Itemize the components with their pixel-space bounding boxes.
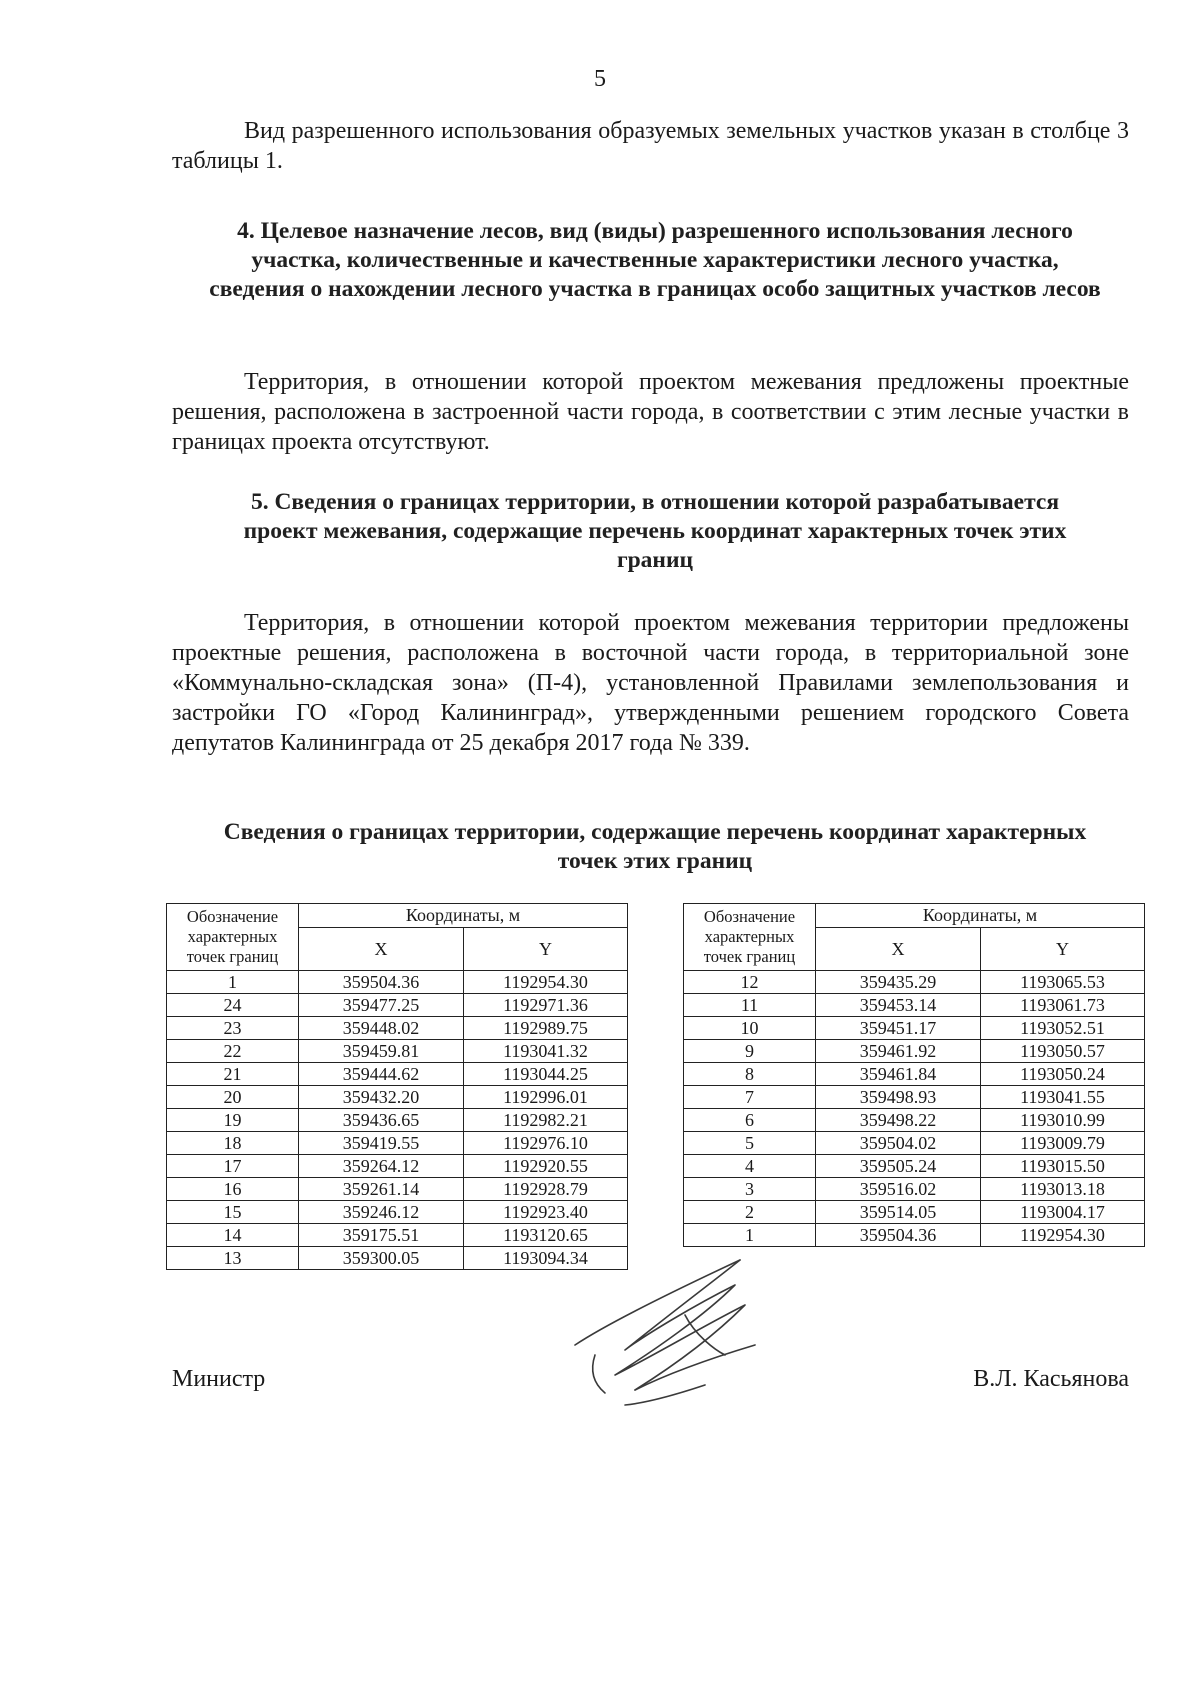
y-cell: 1192996.01 <box>464 1086 628 1109</box>
header-y-label: Y <box>981 927 1145 970</box>
x-cell: 359498.93 <box>816 1086 981 1109</box>
point-cell: 16 <box>167 1178 299 1201</box>
x-cell: 359432.20 <box>299 1086 464 1109</box>
y-cell: 1193015.50 <box>981 1155 1145 1178</box>
point-cell: 12 <box>684 971 816 994</box>
table-row <box>684 1224 1145 1247</box>
point-cell: 21 <box>167 1063 299 1086</box>
x-cell: 359505.24 <box>816 1155 981 1178</box>
section-4-heading: 4. Целевое назначение лесов, вид (виды) разрешенного использования лесного участка, количественные и качественные характеристики лесного участка, сведения о нахождении лесного участка в границах особо защитных участков лесов <box>209 218 1101 302</box>
y-cell: 1192982.21 <box>464 1109 628 1132</box>
point-cell: 1 <box>167 971 299 994</box>
coordinates-table-right <box>683 903 1145 1247</box>
x-cell: 359504.36 <box>816 1224 981 1247</box>
table-row <box>167 971 628 994</box>
header-x-label: X <box>299 927 464 970</box>
page-number: 5 <box>594 66 606 92</box>
point-cell: 24 <box>167 994 299 1017</box>
point-cell: 2 <box>684 1201 816 1224</box>
handwritten-signature <box>565 1255 765 1425</box>
y-cell: 1193050.57 <box>981 1040 1145 1063</box>
y-cell: 1193065.53 <box>981 971 1145 994</box>
table-row <box>684 971 1145 994</box>
table-title: Сведения о границах территории, содержащие перечень координат характерных точек этих границ <box>223 819 1087 874</box>
table-row <box>684 1178 1145 1201</box>
x-cell: 359461.92 <box>816 1040 981 1063</box>
x-cell: 359514.05 <box>816 1201 981 1224</box>
y-cell: 1193010.99 <box>981 1109 1145 1132</box>
table-row <box>684 1109 1145 1132</box>
y-cell: 1193004.17 <box>981 1201 1145 1224</box>
point-cell: 7 <box>684 1086 816 1109</box>
y-cell: 1192923.40 <box>464 1201 628 1224</box>
x-cell: 359504.02 <box>816 1132 981 1155</box>
point-cell: 5 <box>684 1132 816 1155</box>
table-row <box>684 1132 1145 1155</box>
point-cell: 10 <box>684 1017 816 1040</box>
y-cell: 1192976.10 <box>464 1132 628 1155</box>
x-cell: 359504.36 <box>299 971 464 994</box>
intro-paragraph: Вид разрешенного использования образуемых земельных участков указан в столбце 3 таблицы 1. <box>172 118 1129 174</box>
section-5-heading: 5. Сведения о границах территории, в отношении которой разрабатывается проект межевания, содержащие перечень координат характерных точек этих границ <box>243 489 1067 573</box>
header-coords-label: Координаты, м <box>816 904 1145 928</box>
point-cell: 6 <box>684 1109 816 1132</box>
x-cell: 359436.65 <box>299 1109 464 1132</box>
header-coords-label: Координаты, м <box>299 904 628 928</box>
y-cell: 1192920.55 <box>464 1155 628 1178</box>
x-cell: 359461.84 <box>816 1063 981 1086</box>
table-row <box>167 1132 628 1155</box>
x-cell: 359459.81 <box>299 1040 464 1063</box>
x-cell: 359264.12 <box>299 1155 464 1178</box>
point-cell: 17 <box>167 1155 299 1178</box>
y-cell: 1193050.24 <box>981 1063 1145 1086</box>
table-row <box>684 1040 1145 1063</box>
y-cell: 1193009.79 <box>981 1132 1145 1155</box>
point-cell: 22 <box>167 1040 299 1063</box>
y-cell: 1192971.36 <box>464 994 628 1017</box>
point-cell: 19 <box>167 1109 299 1132</box>
point-cell: 8 <box>684 1063 816 1086</box>
y-cell: 1193061.73 <box>981 994 1145 1017</box>
point-cell: 15 <box>167 1201 299 1224</box>
x-cell: 359477.25 <box>299 994 464 1017</box>
table-row <box>684 1017 1145 1040</box>
point-cell: 20 <box>167 1086 299 1109</box>
table-row <box>167 1086 628 1109</box>
x-cell: 359448.02 <box>299 1017 464 1040</box>
y-cell: 1193120.65 <box>464 1224 628 1247</box>
header-x-label: X <box>816 927 981 970</box>
header-point-label: Обозначение характерных точек границ <box>167 904 299 971</box>
point-cell: 4 <box>684 1155 816 1178</box>
table-row <box>167 1040 628 1063</box>
section-4-paragraph: Территория, в отношении которой проектом межевания предложены проектные решения, расположена в застроенной части города, в соответствии с этим лесные участки в границах проекта отсутствуют. <box>172 369 1129 455</box>
point-cell: 23 <box>167 1017 299 1040</box>
table-row <box>167 1247 628 1270</box>
table-row <box>684 1086 1145 1109</box>
table-row <box>684 994 1145 1017</box>
point-cell: 9 <box>684 1040 816 1063</box>
table-row <box>167 1178 628 1201</box>
table-row <box>684 1155 1145 1178</box>
y-cell: 1192989.75 <box>464 1017 628 1040</box>
x-cell: 359453.14 <box>816 994 981 1017</box>
point-cell: 3 <box>684 1178 816 1201</box>
y-cell: 1193041.32 <box>464 1040 628 1063</box>
header-y-label: Y <box>464 927 628 970</box>
x-cell: 359451.17 <box>816 1017 981 1040</box>
table-row <box>684 1063 1145 1086</box>
y-cell: 1193013.18 <box>981 1178 1145 1201</box>
y-cell: 1193041.55 <box>981 1086 1145 1109</box>
x-cell: 359175.51 <box>299 1224 464 1247</box>
y-cell: 1192954.30 <box>981 1224 1145 1247</box>
x-cell: 359261.14 <box>299 1178 464 1201</box>
y-cell: 1192954.30 <box>464 971 628 994</box>
point-cell: 11 <box>684 994 816 1017</box>
x-cell: 359516.02 <box>816 1178 981 1201</box>
table-row <box>167 1224 628 1247</box>
table-row <box>167 1201 628 1224</box>
table-row <box>167 1017 628 1040</box>
y-cell: 1193044.25 <box>464 1063 628 1086</box>
x-cell: 359444.62 <box>299 1063 464 1086</box>
y-cell: 1193094.34 <box>464 1247 628 1270</box>
header-point-label: Обозначение характерных точек границ <box>684 904 816 971</box>
y-cell: 1193052.51 <box>981 1017 1145 1040</box>
point-cell: 14 <box>167 1224 299 1247</box>
table-row <box>167 1109 628 1132</box>
table-row <box>167 994 628 1017</box>
point-cell: 18 <box>167 1132 299 1155</box>
y-cell: 1192928.79 <box>464 1178 628 1201</box>
signature-position: Министр <box>172 1366 266 1392</box>
signature-name: В.Л. Касьянова <box>973 1366 1129 1392</box>
x-cell: 359300.05 <box>299 1247 464 1270</box>
x-cell: 359419.55 <box>299 1132 464 1155</box>
coordinates-table-left <box>166 903 628 1270</box>
table-row <box>167 1155 628 1178</box>
table-row <box>684 1201 1145 1224</box>
section-5-paragraph: Территория, в отношении которой проектом межевания территории предложены проектные решения, расположена в восточной части города, в территориальной зоне «Коммунально-складская зона» (П-4), установленной Правилами землепользования и застройки ГО «Город Калининград», утвержденными решением городского Совета депутатов Калининграда от 25 декабря 2017 года № 339. <box>172 610 1129 756</box>
x-cell: 359246.12 <box>299 1201 464 1224</box>
point-cell: 13 <box>167 1247 299 1270</box>
point-cell: 1 <box>684 1224 816 1247</box>
x-cell: 359435.29 <box>816 971 981 994</box>
x-cell: 359498.22 <box>816 1109 981 1132</box>
table-row <box>167 1063 628 1086</box>
